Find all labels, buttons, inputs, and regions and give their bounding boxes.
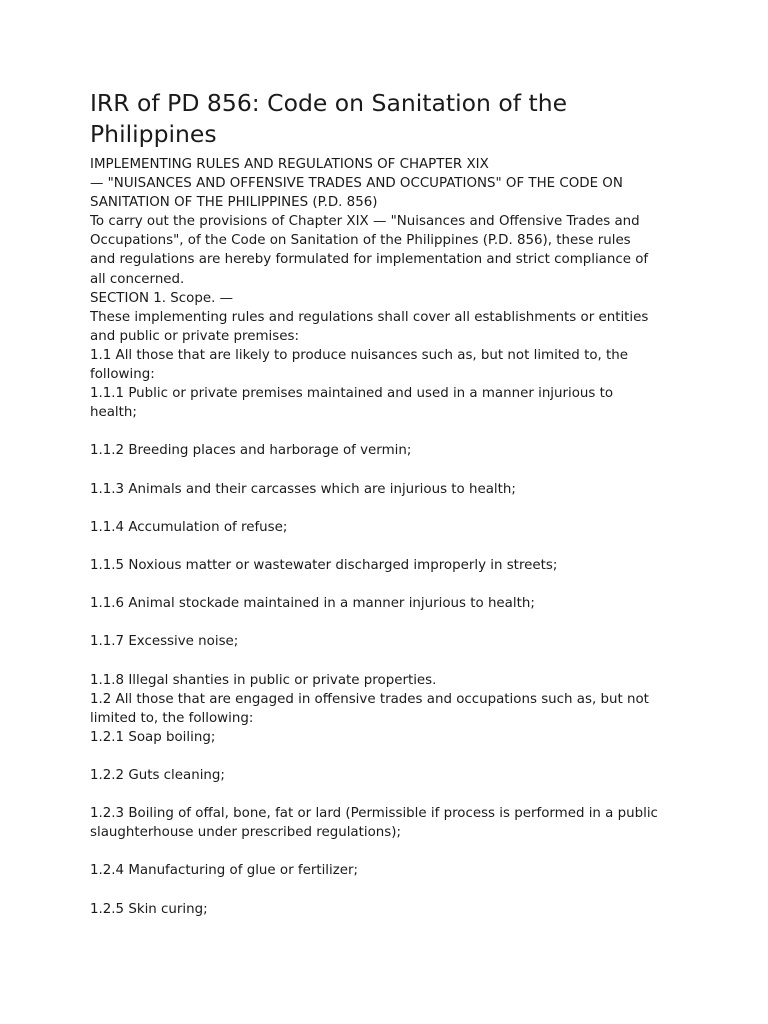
body-line: slaughterhouse under prescribed regulations); (90, 825, 401, 841)
body-line: These implementing rules and regulations shall cover all establishments or entities (90, 309, 649, 325)
body-line: 1.1.7 Excessive noise; (90, 634, 239, 650)
blank-line (90, 461, 690, 480)
body-line: limited to, the following: (90, 710, 254, 726)
body-line: and regulations are hereby formulated for implementation and strict compliance of (90, 252, 649, 268)
body-line: 1.1.8 Illegal shanties in public or private properties. (90, 672, 437, 688)
body-line: all concerned. (90, 271, 185, 287)
body-line: 1.2.1 Soap boiling; (90, 729, 216, 745)
body-line: 1.2.3 Boiling of offal, bone, fat or lard (Permissible if process is performed in a public (90, 806, 658, 822)
blank-line (90, 747, 690, 766)
blank-line (90, 537, 690, 556)
body-line: and public or private premises: (90, 328, 299, 344)
blank-line (90, 881, 690, 900)
body-line: To carry out the provisions of Chapter XIX — "Nuisances and Offensive Trades and (90, 214, 640, 230)
body-line: 1.2.5 Skin curing; (90, 901, 208, 917)
body-line: 1.1 All those that are likely to produce nuisances such as, but not limited to, the (90, 347, 628, 363)
title-line: Philippines (90, 120, 217, 148)
body-line: 1.1.3 Animals and their carcasses which are injurious to health; (90, 481, 516, 497)
blank-line (90, 785, 690, 804)
body-line: 1.1.1 Public or private premises maintained and used in a manner injurious to (90, 386, 614, 402)
body-line: 1.2 All those that are engaged in offensive trades and occupations such as, but not (90, 691, 649, 707)
blank-line (90, 613, 690, 632)
title-line: IRR of PD 856: Code on Sanitation of the (90, 89, 568, 117)
body-line: SECTION 1. Scope. — (90, 290, 233, 306)
document-page (90, 88, 690, 919)
blank-line (90, 842, 690, 861)
document-title (90, 88, 690, 150)
body-line: — "NUISANCES AND OFFENSIVE TRADES AND OCCUPATIONS" OF THE CODE ON (90, 176, 623, 192)
body-line: SANITATION OF THE PHILIPPINES (P.D. 856) (90, 195, 378, 211)
body-line: 1.2.2 Guts cleaning; (90, 768, 225, 783)
blank-line (90, 422, 690, 441)
body-line: 1.1.5 Noxious matter or wastewater discharged improperly in streets; (90, 557, 558, 573)
document-body (90, 155, 690, 919)
body-line: 1.1.2 Breeding places and harborage of vermin; (90, 443, 412, 459)
body-line: Occupations", of the Code on Sanitation of the Philippines (P.D. 856), these rules (90, 233, 631, 249)
body-line: 1.1.6 Animal stockade maintained in a manner injurious to health; (90, 596, 535, 612)
body-line: following: (90, 367, 155, 383)
blank-line (90, 575, 690, 594)
body-line: 1.1.4 Accumulation of refuse; (90, 519, 288, 535)
blank-line (90, 499, 690, 518)
body-line: IMPLEMENTING RULES AND REGULATIONS OF CHAPTER XIX (90, 157, 489, 172)
body-line: 1.2.4 Manufacturing of glue or fertilizer; (90, 863, 359, 879)
body-line: health; (90, 405, 137, 421)
blank-line (90, 651, 690, 670)
